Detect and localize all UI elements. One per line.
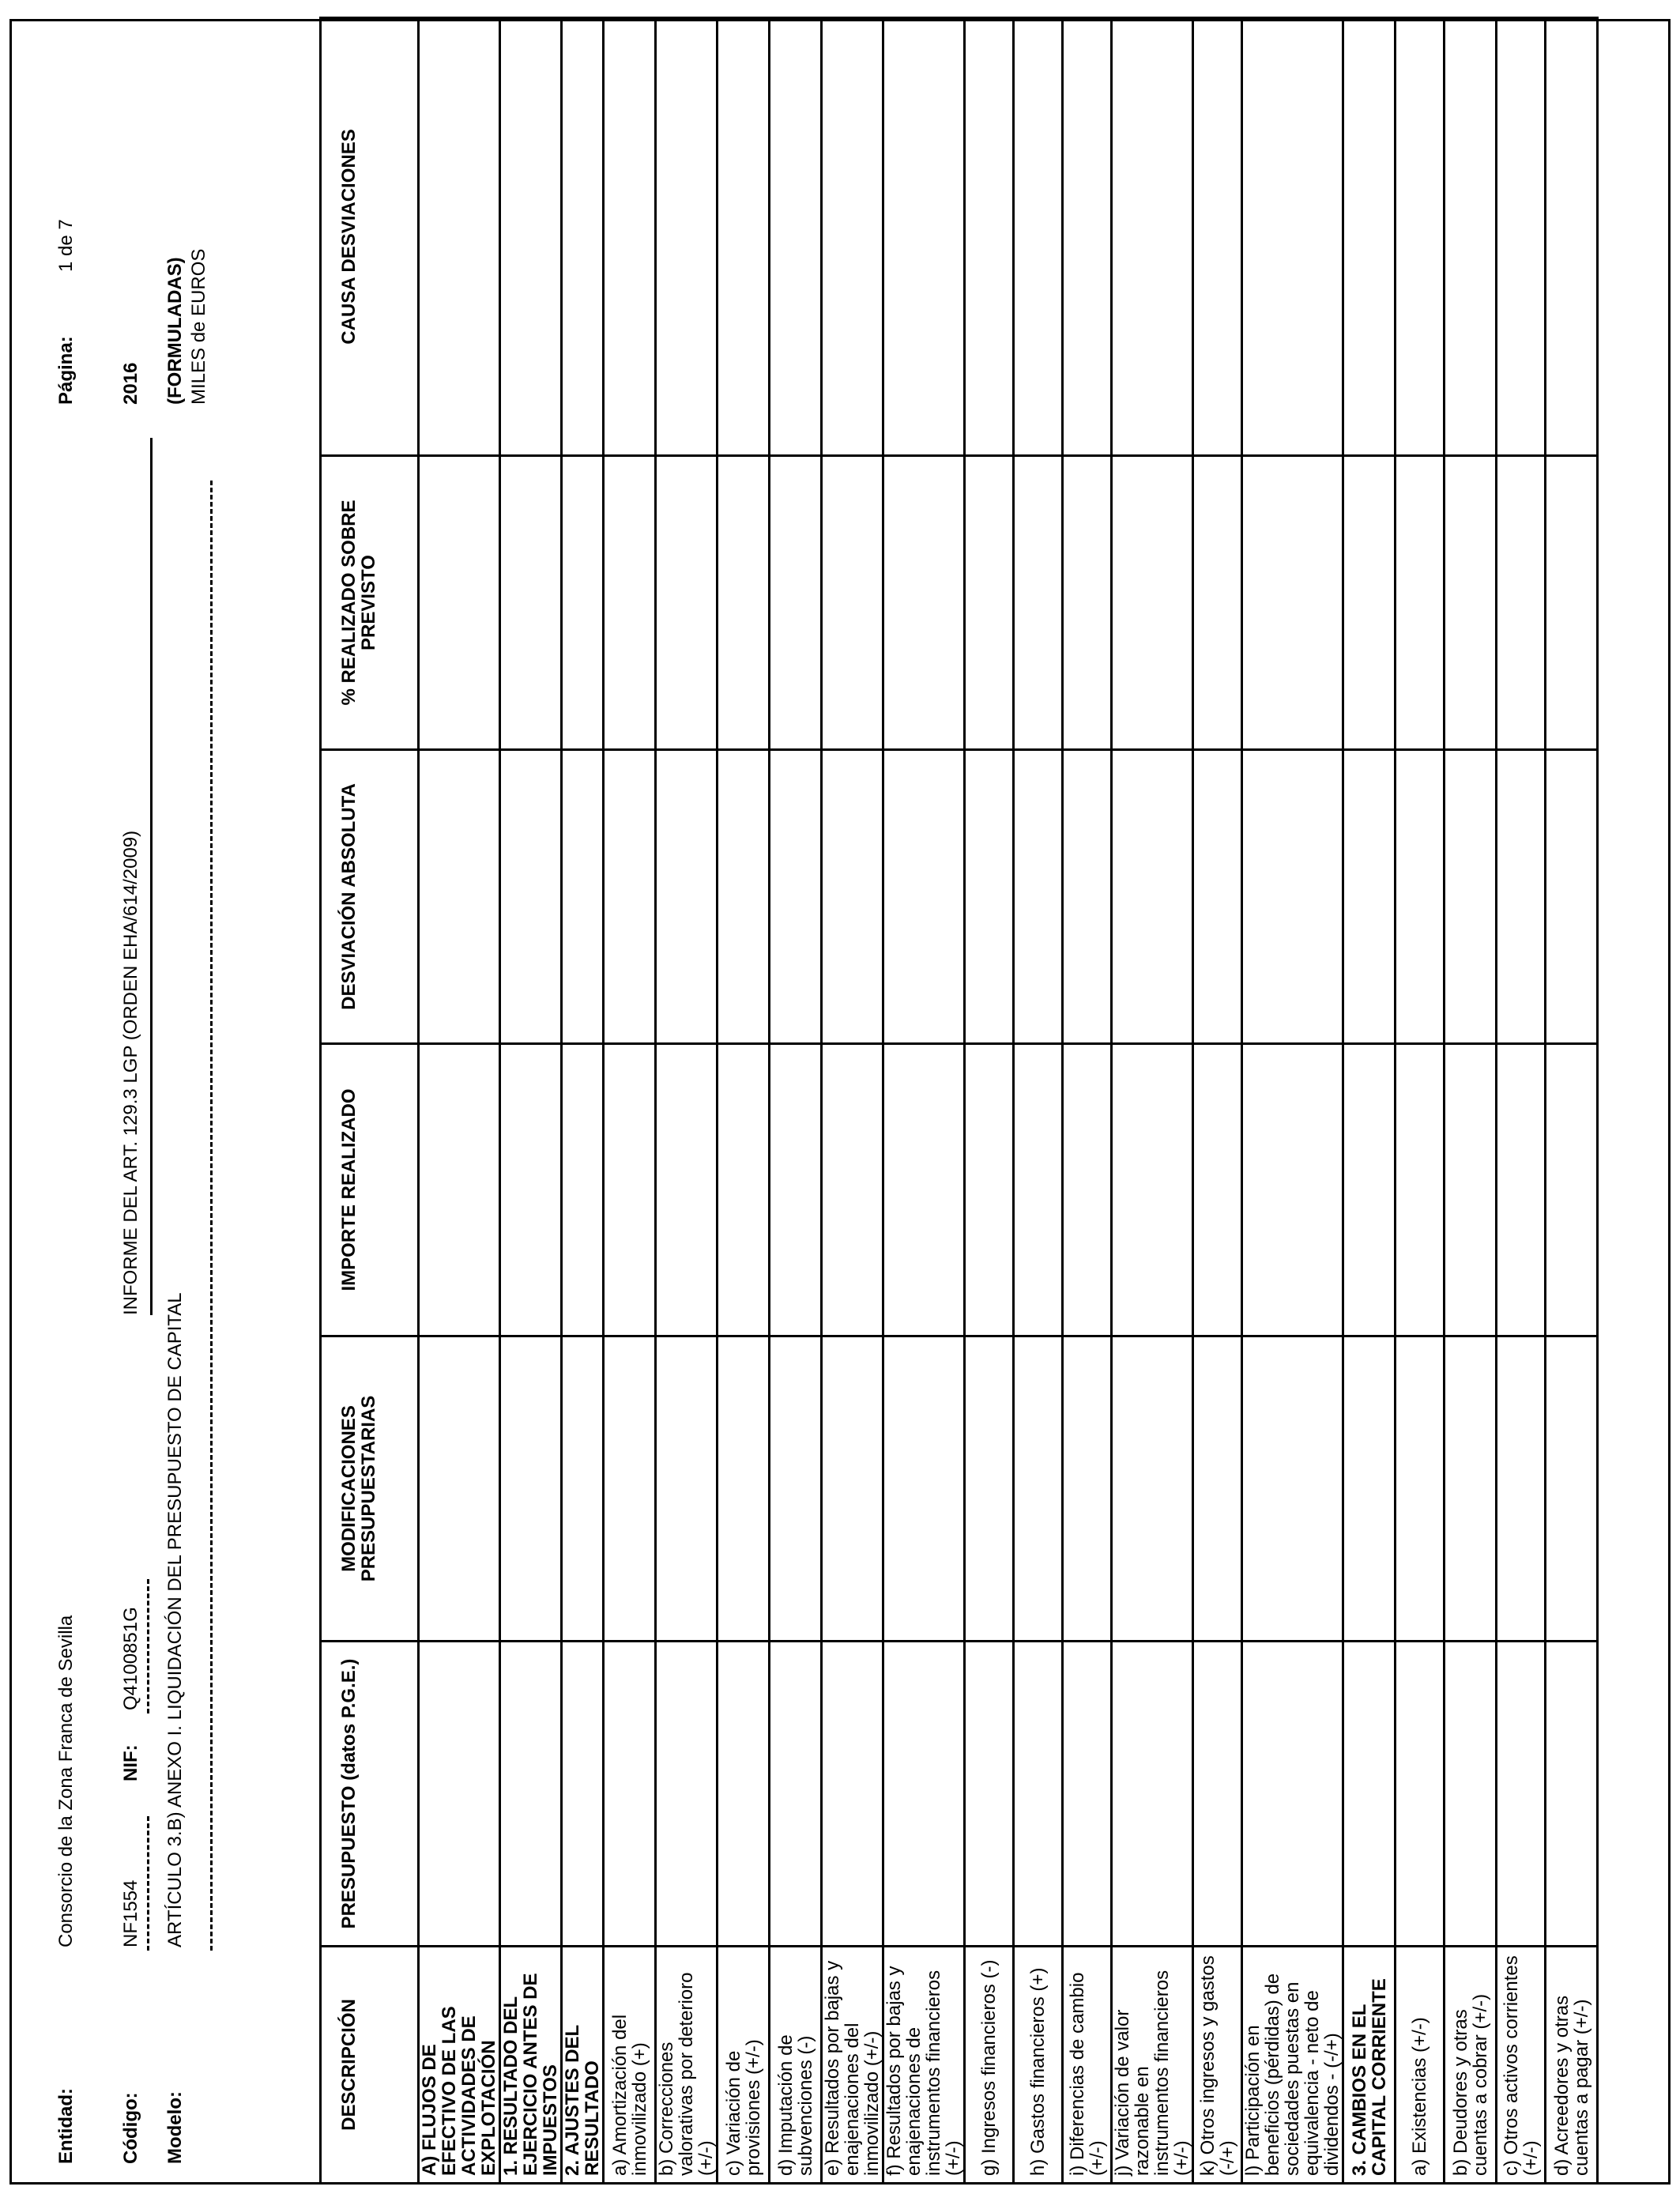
empty-cell: [1445, 456, 1497, 750]
table-row: [822, 18, 883, 2184]
table-body: [419, 18, 1598, 2184]
empty-cell: [1343, 1642, 1396, 1947]
codigo-underline: [147, 1816, 149, 1951]
empty-cell: [1546, 1642, 1598, 1947]
empty-cell: [770, 18, 822, 456]
table-row: [965, 18, 1014, 2184]
empty-cell: [1445, 1044, 1497, 1336]
row-description: 2. AJUSTES DEL RESULTADO: [562, 1947, 604, 2184]
empty-cell: [822, 1336, 883, 1642]
empty-cell: [1343, 1336, 1396, 1642]
empty-cell: [1497, 750, 1546, 1044]
empty-cell: [656, 456, 718, 750]
table-row: [1343, 18, 1396, 2184]
empty-cell: [822, 1044, 883, 1336]
empty-cell: [1242, 1336, 1343, 1642]
informe-title: INFORME DEL ART. 129.3 LGP (ORDEN EHA/614/2009): [120, 830, 141, 1315]
empty-cell: [1014, 18, 1063, 456]
empty-cell: [965, 750, 1014, 1044]
empty-cell: [1193, 750, 1242, 1044]
modelo-label: Modelo:: [164, 2091, 186, 2164]
empty-cell: [718, 1044, 770, 1336]
row-description: c) Variación de provisiones (+/-): [718, 1947, 770, 2184]
empty-cell: [965, 1642, 1014, 1947]
empty-cell: [1343, 18, 1396, 456]
row-description: j) Variación de valor razonable en instrumentos financieros (+/-): [1112, 1947, 1193, 2184]
row-description: c) Otros activos corrientes (+/-): [1497, 1947, 1546, 2184]
entidad-value: Consorcio de la Zona Franca de Sevilla: [55, 1615, 77, 1947]
row-description: h) Gastos financieros (+): [1014, 1947, 1063, 2184]
empty-cell: [604, 1336, 656, 1642]
table-row: [604, 18, 656, 2184]
unidades-label: MILES de EUROS: [188, 248, 209, 405]
empty-cell: [718, 456, 770, 750]
table-row: [562, 18, 604, 2184]
table-row: [500, 18, 562, 2184]
empty-cell: [965, 1336, 1014, 1642]
empty-cell: [562, 1642, 604, 1947]
empty-cell: [1343, 1044, 1396, 1336]
empty-cell: [1193, 1336, 1242, 1642]
col-header: MODIFICACIONES PRESUPUESTARIAS: [321, 1336, 419, 1642]
empty-cell: [1546, 1044, 1598, 1336]
empty-cell: [1014, 1336, 1063, 1642]
empty-cell: [1396, 456, 1445, 750]
row-description: g) Ingresos financieros (-): [965, 1947, 1014, 2184]
pagina-label: Página:: [55, 336, 77, 405]
year-value: 2016: [120, 362, 141, 405]
table-row: [1546, 18, 1598, 2184]
empty-cell: [1242, 1642, 1343, 1947]
table-row: [1063, 18, 1112, 2184]
table-row: [1445, 18, 1497, 2184]
empty-cell: [419, 18, 500, 456]
entidad-label: Entidad:: [55, 2088, 77, 2164]
empty-cell: [656, 1642, 718, 1947]
empty-cell: [1396, 750, 1445, 1044]
row-description: l) Participación en beneficios (pérdidas) de sociedades puestas en equivalencia - neto de dividendos - (-/+): [1242, 1947, 1343, 2184]
empty-cell: [883, 1336, 965, 1642]
table-header-row: [321, 18, 419, 2184]
table-row: [1396, 18, 1445, 2184]
empty-cell: [604, 18, 656, 456]
empty-cell: [500, 1336, 562, 1642]
empty-cell: [965, 456, 1014, 750]
empty-cell: [883, 18, 965, 456]
empty-cell: [1112, 750, 1193, 1044]
table-row: [770, 18, 822, 2184]
empty-cell: [1445, 1642, 1497, 1947]
empty-cell: [1497, 18, 1546, 456]
empty-cell: [1063, 1336, 1112, 1642]
empty-cell: [1193, 456, 1242, 750]
empty-cell: [1396, 18, 1445, 456]
row-description: a) Existencias (+/-): [1396, 1947, 1445, 2184]
nif-label: NIF:: [120, 1744, 141, 1781]
empty-cell: [500, 18, 562, 456]
empty-cell: [965, 1044, 1014, 1336]
empty-cell: [883, 1642, 965, 1947]
codigo-label: Código:: [120, 2092, 141, 2164]
row-description: f) Resultados por bajas y enajenaciones de instrumentos financieros (+/-): [883, 1947, 965, 2184]
empty-cell: [1112, 456, 1193, 750]
empty-cell: [419, 456, 500, 750]
empty-cell: [1014, 456, 1063, 750]
empty-cell: [1396, 1336, 1445, 1642]
empty-cell: [562, 1044, 604, 1336]
empty-cell: [1193, 1642, 1242, 1947]
empty-cell: [500, 750, 562, 1044]
empty-cell: [1063, 750, 1112, 1044]
row-description: 1. RESULTADO DEL EJERCICIO ANTES DE IMPUESTOS: [500, 1947, 562, 2184]
row-description: k) Otros ingresos y gastos (-/+): [1193, 1947, 1242, 2184]
empty-cell: [1497, 1336, 1546, 1642]
empty-cell: [656, 750, 718, 1044]
col-header: DESVIACIÓN ABSOLUTA: [321, 750, 419, 1044]
empty-cell: [718, 750, 770, 1044]
empty-cell: [1112, 1642, 1193, 1947]
modelo-value: ARTÍCULO 3.B) ANEXO I. LIQUIDACIÓN DEL PRESUPUESTO DE CAPITAL: [164, 1292, 186, 1947]
empty-cell: [1242, 456, 1343, 750]
empty-cell: [1546, 1336, 1598, 1642]
empty-cell: [1112, 1336, 1193, 1642]
row-description: e) Resultados por bajas y enajenaciones del inmovilizado (+/-): [822, 1947, 883, 2184]
col-header: DESCRIPCIÓN: [321, 1947, 419, 2184]
empty-cell: [718, 1642, 770, 1947]
empty-cell: [656, 18, 718, 456]
empty-cell: [822, 18, 883, 456]
empty-cell: [1497, 456, 1546, 750]
empty-cell: [1193, 1044, 1242, 1336]
empty-cell: [1112, 18, 1193, 456]
modelo-underline: [210, 481, 213, 1951]
empty-cell: [1445, 1336, 1497, 1642]
table-row: [883, 18, 965, 2184]
empty-cell: [1343, 456, 1396, 750]
empty-cell: [1396, 1044, 1445, 1336]
col-header: CAUSA DESVIACIONES: [321, 18, 419, 456]
empty-cell: [1014, 1642, 1063, 1947]
row-description: b) Correcciones valorativas por deterioro (+/-): [656, 1947, 718, 2184]
empty-cell: [1546, 456, 1598, 750]
empty-cell: [1063, 18, 1112, 456]
empty-cell: [656, 1044, 718, 1336]
col-header: IMPORTE REALIZADO: [321, 1044, 419, 1336]
empty-cell: [822, 1642, 883, 1947]
formuladas-label: (FORMULADAS): [164, 257, 186, 405]
empty-cell: [1014, 750, 1063, 1044]
empty-cell: [1343, 750, 1396, 1044]
table-row: [1014, 18, 1063, 2184]
liquidacion-table: [319, 17, 1599, 2185]
col-header: % REALIZADO SOBRE PREVISTO: [321, 456, 419, 750]
empty-cell: [1546, 750, 1598, 1044]
empty-cell: [1242, 1044, 1343, 1336]
table-row: [419, 18, 500, 2184]
pagina-value: 1 de 7: [55, 219, 77, 272]
empty-cell: [822, 456, 883, 750]
empty-cell: [1396, 1642, 1445, 1947]
empty-cell: [770, 1336, 822, 1642]
empty-cell: [1497, 1642, 1546, 1947]
table-row: [718, 18, 770, 2184]
table-row: [1242, 18, 1343, 2184]
informe-underline: [150, 438, 153, 1315]
row-description: b) Deudores y otras cuentas a cobrar (+/-): [1445, 1947, 1497, 2184]
empty-cell: [1546, 18, 1598, 456]
empty-cell: [604, 1044, 656, 1336]
empty-cell: [883, 456, 965, 750]
table-row: [1112, 18, 1193, 2184]
empty-cell: [1497, 1044, 1546, 1336]
empty-cell: [1193, 18, 1242, 456]
empty-cell: [965, 18, 1014, 456]
empty-cell: [604, 456, 656, 750]
empty-cell: [770, 1044, 822, 1336]
empty-cell: [562, 1336, 604, 1642]
empty-cell: [1242, 18, 1343, 456]
empty-cell: [419, 1044, 500, 1336]
empty-cell: [562, 456, 604, 750]
empty-cell: [1112, 1044, 1193, 1336]
empty-cell: [1445, 750, 1497, 1044]
empty-cell: [656, 1336, 718, 1642]
row-description: d) Imputación de subvenciones (-): [770, 1947, 822, 2184]
row-description: 3. CAMBIOS EN EL CAPITAL CORRIENTE: [1343, 1947, 1396, 2184]
empty-cell: [770, 1642, 822, 1947]
col-header: PRESUPUESTO (datos P.G.E.): [321, 1642, 419, 1947]
empty-cell: [718, 1336, 770, 1642]
empty-cell: [1014, 1044, 1063, 1336]
empty-cell: [883, 750, 965, 1044]
row-description: i) Diferencias de cambio (+/-): [1063, 1947, 1112, 2184]
table-row: [1497, 18, 1546, 2184]
row-description: a) Amortización del inmovilizado (+): [604, 1947, 656, 2184]
empty-cell: [883, 1044, 965, 1336]
empty-cell: [770, 456, 822, 750]
empty-cell: [604, 1642, 656, 1947]
empty-cell: [419, 1336, 500, 1642]
empty-cell: [1063, 1044, 1112, 1336]
nif-underline: [147, 1579, 149, 1713]
nif-value: Q4100851G: [120, 1607, 141, 1710]
empty-cell: [1242, 750, 1343, 1044]
empty-cell: [562, 18, 604, 456]
table-row: [656, 18, 718, 2184]
row-description: A) FLUJOS DE EFECTIVO DE LAS ACTIVIDADES DE EXPLOTACIÓN: [419, 1947, 500, 2184]
table-row: [1193, 18, 1242, 2184]
report-page: [9, 19, 1671, 2185]
empty-cell: [419, 1642, 500, 1947]
row-description: d) Acreedores y otras cuentas a pagar (+/-): [1546, 1947, 1598, 2184]
empty-cell: [419, 750, 500, 1044]
empty-cell: [718, 18, 770, 456]
empty-cell: [822, 750, 883, 1044]
empty-cell: [1063, 1642, 1112, 1947]
empty-cell: [500, 456, 562, 750]
empty-cell: [562, 750, 604, 1044]
empty-cell: [500, 1642, 562, 1947]
empty-cell: [1445, 18, 1497, 456]
codigo-value: NF1554: [120, 1879, 141, 1947]
empty-cell: [770, 750, 822, 1044]
empty-cell: [604, 750, 656, 1044]
empty-cell: [500, 1044, 562, 1336]
empty-cell: [1063, 456, 1112, 750]
